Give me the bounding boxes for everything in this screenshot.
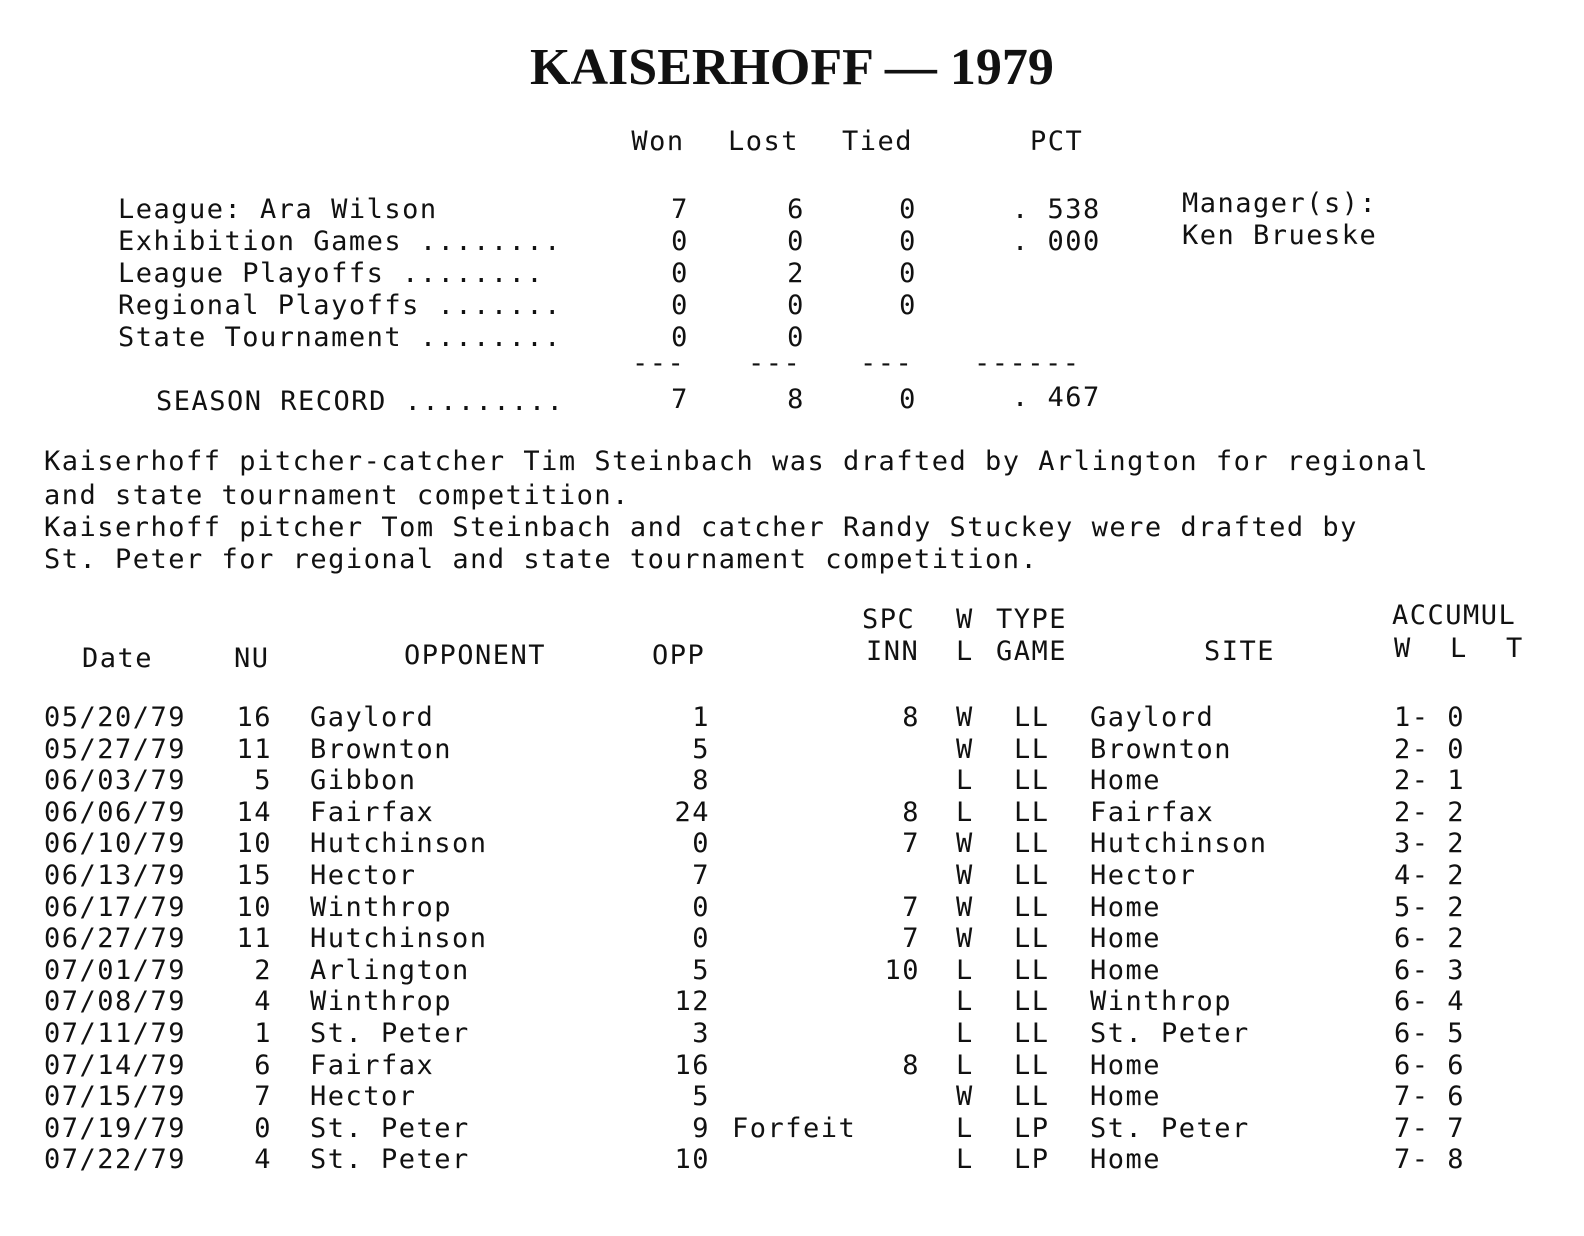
game-site: Home <box>1090 1144 1162 1176</box>
game-result: L <box>956 1112 974 1144</box>
game-date: 06/03/79 <box>44 765 187 797</box>
record-tied: 0 <box>899 194 917 225</box>
game-type: LL <box>1014 828 1050 860</box>
game-nu: 2 <box>254 954 272 986</box>
game-opponent: Winthrop <box>310 986 453 1018</box>
col-l: L <box>956 636 974 667</box>
game-opponent: St. Peter <box>310 1112 470 1144</box>
game-nu: 11 <box>236 923 272 955</box>
game-result: W <box>956 860 974 891</box>
game-opponent: St. Peter <box>310 1144 470 1176</box>
game-opp-score: 12 <box>674 986 710 1018</box>
note-line: Kaiserhoff pitcher-catcher Tim Steinbach was drafted by Arlington for regional <box>44 446 1429 477</box>
game-nu: 0 <box>254 1112 272 1144</box>
col-accum-l: L <box>1450 633 1468 664</box>
game-result: L <box>956 954 974 986</box>
record-won: 7 <box>671 194 689 225</box>
game-opp-score: 9 <box>692 1112 710 1144</box>
record-lost: 0 <box>787 290 805 321</box>
game-type: LL <box>1014 986 1050 1018</box>
game-type: LL <box>1014 954 1050 986</box>
record-pct: . 000 <box>1012 226 1101 257</box>
game-opp-score: 16 <box>674 1049 710 1081</box>
game-opponent: Gaylord <box>310 702 435 733</box>
game-nu: 10 <box>236 828 272 860</box>
record-label: State Tournament ........ <box>118 322 562 353</box>
game-opp-score: 0 <box>692 923 710 955</box>
note-line: and state tournament competition. <box>44 480 630 511</box>
game-date: 07/11/79 <box>44 1018 187 1049</box>
game-innings: 10 <box>884 954 920 986</box>
game-date: 07/08/79 <box>44 986 187 1018</box>
game-nu: 1 <box>254 1018 272 1049</box>
game-result: L <box>956 765 974 797</box>
game-opponent: Arlington <box>310 954 470 986</box>
game-opponent: St. Peter <box>310 1018 470 1049</box>
header-pct: PCT <box>1030 126 1084 157</box>
dashes-tied: --- <box>860 348 914 379</box>
game-type: LL <box>1014 765 1050 797</box>
game-opp-score: 0 <box>692 828 710 860</box>
game-site: Gaylord <box>1090 702 1215 733</box>
game-innings: 8 <box>902 1049 920 1081</box>
record-lost: 6 <box>787 194 805 225</box>
game-opponent: Winthrop <box>310 891 453 923</box>
game-result: L <box>956 1144 974 1176</box>
game-result: W <box>956 1081 974 1113</box>
game-opp-score: 24 <box>674 796 710 828</box>
game-accum: 2- 2 <box>1394 796 1466 828</box>
record-won: 0 <box>671 226 689 257</box>
game-opp-score: 7 <box>692 860 710 891</box>
page-title: KAISERHOFF — 1979 <box>530 39 1054 96</box>
game-type: LL <box>1014 860 1050 891</box>
manager-name: Ken Brueske <box>1182 220 1378 251</box>
game-site: Hutchinson <box>1090 828 1268 860</box>
game-innings: 7 <box>902 891 920 923</box>
game-type: LL <box>1014 1049 1050 1081</box>
game-accum: 7- 6 <box>1394 1081 1466 1113</box>
col-date: Date <box>82 643 154 674</box>
record-won: 0 <box>671 258 689 289</box>
game-opponent: Hector <box>310 1081 417 1113</box>
game-result: W <box>956 923 974 955</box>
game-opponent: Hutchinson <box>310 828 488 860</box>
game-accum: 1- 0 <box>1394 702 1466 733</box>
manager-label: Manager(s): <box>1182 188 1378 219</box>
game-opp-score: 1 <box>692 702 710 733</box>
game-date: 07/01/79 <box>44 954 187 986</box>
record-label: Regional Playoffs ....... <box>118 290 562 321</box>
game-date: 07/19/79 <box>44 1112 187 1144</box>
col-inn: INN <box>866 636 920 667</box>
note-line: Kaiserhoff pitcher Tom Steinbach and catcher Randy Stuckey were drafted by <box>44 512 1358 543</box>
game-nu: 14 <box>236 796 272 828</box>
game-opponent: Gibbon <box>310 765 417 797</box>
game-site: Brownton <box>1090 733 1233 765</box>
dashes-lost: --- <box>748 348 802 379</box>
game-date: 07/15/79 <box>44 1081 187 1113</box>
game-opponent: Fairfax <box>310 796 435 828</box>
game-result: L <box>956 1049 974 1081</box>
note-line: St. Peter for regional and state tournament competition. <box>44 544 1039 575</box>
col-spc: SPC <box>862 604 916 635</box>
game-nu: 7 <box>254 1081 272 1113</box>
col-w: W <box>956 604 974 635</box>
game-date: 07/14/79 <box>44 1049 187 1081</box>
game-innings: 8 <box>902 702 920 733</box>
record-label: League: Ara Wilson <box>118 194 438 225</box>
game-opp-score: 5 <box>692 954 710 986</box>
game-accum: 6- 5 <box>1394 1018 1466 1049</box>
game-innings: 7 <box>902 828 920 860</box>
game-nu: 11 <box>236 733 272 765</box>
game-type: LP <box>1014 1112 1050 1144</box>
game-innings: 8 <box>902 796 920 828</box>
game-date: 06/27/79 <box>44 923 187 955</box>
game-site: Home <box>1090 954 1162 986</box>
game-accum: 2- 0 <box>1394 733 1466 765</box>
game-opponent: Fairfax <box>310 1049 435 1081</box>
col-opp: OPP <box>652 640 706 671</box>
game-nu: 5 <box>254 765 272 797</box>
game-site: Home <box>1090 923 1162 955</box>
game-result: W <box>956 891 974 923</box>
game-site: Fairfax <box>1090 796 1215 828</box>
game-site: Home <box>1090 765 1162 797</box>
record-won: 0 <box>671 322 689 353</box>
season-won: 7 <box>671 384 689 415</box>
game-accum: 5- 2 <box>1394 891 1466 923</box>
game-accum: 6- 3 <box>1394 954 1466 986</box>
game-result: L <box>956 796 974 828</box>
season-pct: . 467 <box>1012 382 1101 413</box>
record-label: League Playoffs ........ <box>118 258 545 289</box>
record-lost: 0 <box>787 226 805 257</box>
game-accum: 3- 2 <box>1394 828 1466 860</box>
game-opp-score: 0 <box>692 891 710 923</box>
game-opp-score: 8 <box>692 765 710 797</box>
game-accum: 2- 1 <box>1394 765 1466 797</box>
col-accum-w: W <box>1394 633 1412 664</box>
record-won: 0 <box>671 290 689 321</box>
game-accum: 7- 8 <box>1394 1144 1466 1176</box>
game-opp-score: 10 <box>674 1144 710 1176</box>
col-game: GAME <box>996 636 1068 667</box>
game-nu: 6 <box>254 1049 272 1081</box>
game-accum: 4- 2 <box>1394 860 1466 891</box>
game-site: Home <box>1090 1049 1162 1081</box>
game-opponent: Brownton <box>310 733 453 765</box>
game-date: 06/10/79 <box>44 828 187 860</box>
game-date: 05/20/79 <box>44 702 187 733</box>
game-accum: 6- 6 <box>1394 1049 1466 1081</box>
record-lost: 0 <box>787 322 805 353</box>
game-nu: 15 <box>236 860 272 891</box>
game-site: Home <box>1090 891 1162 923</box>
game-result: W <box>956 828 974 860</box>
game-date: 06/06/79 <box>44 796 187 828</box>
game-result: W <box>956 702 974 733</box>
dashes-pct: ------ <box>974 348 1081 379</box>
record-tied: 0 <box>899 290 917 321</box>
game-accum: 6- 2 <box>1394 923 1466 955</box>
record-label: Exhibition Games ........ <box>118 226 562 257</box>
game-accum: 7- 7 <box>1394 1112 1466 1144</box>
game-site: Hector <box>1090 860 1197 891</box>
col-opponent: OPPONENT <box>404 640 547 671</box>
col-accum-t: T <box>1506 633 1524 664</box>
game-nu: 4 <box>254 1144 272 1176</box>
game-site: Winthrop <box>1090 986 1233 1018</box>
dashes-won: --- <box>632 348 686 379</box>
col-site: SITE <box>1204 636 1276 667</box>
game-site: St. Peter <box>1090 1112 1250 1144</box>
game-type: LL <box>1014 1081 1050 1113</box>
game-date: 06/17/79 <box>44 891 187 923</box>
record-tied: 0 <box>899 258 917 289</box>
game-type: LL <box>1014 796 1050 828</box>
header-lost: Lost <box>728 126 800 157</box>
game-nu: 10 <box>236 891 272 923</box>
season-lost: 8 <box>787 384 805 415</box>
season-label: SEASON RECORD ......... <box>156 386 565 417</box>
game-accum: 6- 4 <box>1394 986 1466 1018</box>
game-type: LL <box>1014 733 1050 765</box>
game-type: LP <box>1014 1144 1050 1176</box>
game-opp-score: 5 <box>692 733 710 765</box>
game-type: LL <box>1014 702 1050 733</box>
game-site: St. Peter <box>1090 1018 1250 1049</box>
game-opponent: Hector <box>310 860 417 891</box>
game-site: Home <box>1090 1081 1162 1113</box>
game-date: 07/22/79 <box>44 1144 187 1176</box>
game-note: Forfeit <box>732 1112 857 1144</box>
col-type: TYPE <box>996 604 1068 635</box>
record-pct: . 538 <box>1012 194 1101 225</box>
game-nu: 16 <box>236 702 272 733</box>
game-opponent: Hutchinson <box>310 923 488 955</box>
game-type: LL <box>1014 891 1050 923</box>
game-result: L <box>956 1018 974 1049</box>
game-opp-score: 3 <box>692 1018 710 1049</box>
game-date: 06/13/79 <box>44 860 187 891</box>
game-result: L <box>956 986 974 1018</box>
game-nu: 4 <box>254 986 272 1018</box>
game-type: LL <box>1014 1018 1050 1049</box>
col-nu: NU <box>234 643 270 674</box>
header-tied: Tied <box>842 126 914 157</box>
game-date: 05/27/79 <box>44 733 187 765</box>
game-innings: 7 <box>902 923 920 955</box>
game-result: W <box>956 733 974 765</box>
season-tied: 0 <box>899 384 917 415</box>
record-lost: 2 <box>787 258 805 289</box>
header-won: Won <box>631 126 685 157</box>
game-type: LL <box>1014 923 1050 955</box>
game-opp-score: 5 <box>692 1081 710 1113</box>
record-tied: 0 <box>899 226 917 257</box>
col-accumul: ACCUMUL <box>1392 600 1517 631</box>
